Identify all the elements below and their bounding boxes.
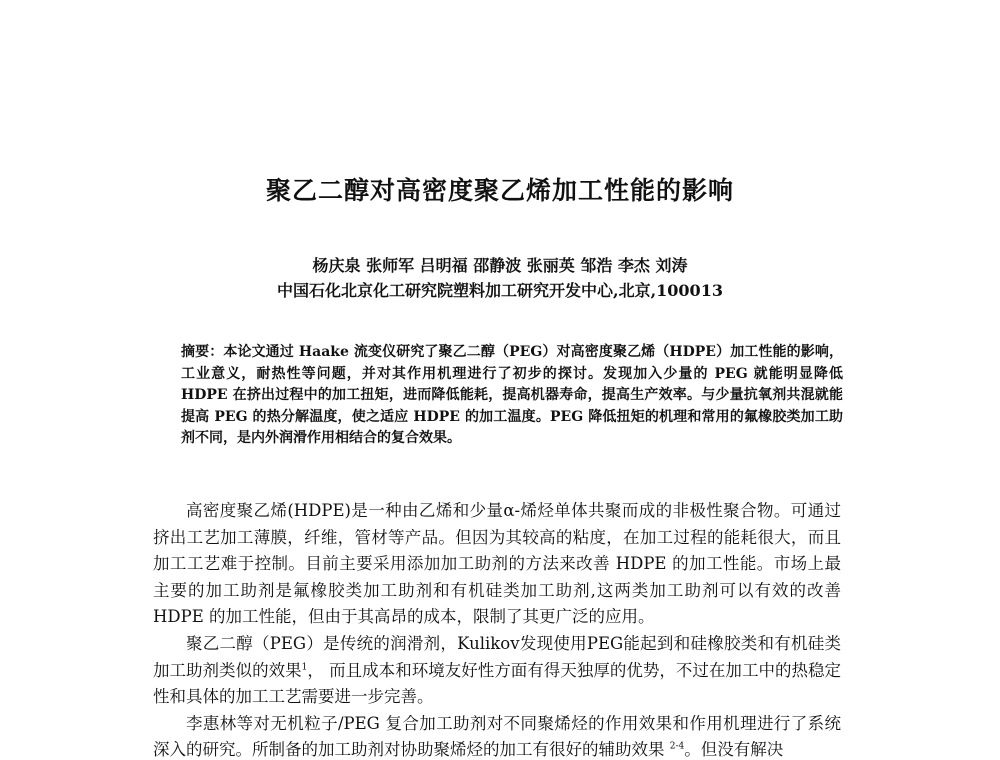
abstract-label: 摘要： [181,344,224,360]
body-paragraph-2-text-b: ， 而且成本和环境友好性方面有得天独厚的优势，不过在加工中的热稳定性和具体的加工工艺需要进一步完善。 [153,660,842,707]
citation-ref-1: 1 [301,662,308,673]
body-text [153,498,841,760]
abstract-paragraph [153,342,843,450]
author-list: 杨庆泉 张师军 吕明福 邵静波 张丽英 邹浩 李杰 刘涛 [312,256,688,275]
paper-title: 聚乙二醇对高密度聚乙烯加工性能的影响 [265,176,734,205]
abstract [153,342,843,450]
citation-ref-2: 2-4 [669,741,685,752]
body-paragraph-2 [153,631,841,711]
body-paragraph-3-text-b: 。但没有解决 [684,740,784,760]
author-affiliation: 中国石化北京化工研究院塑料加工研究开发中心,北京,100013 [277,281,723,300]
body-paragraph-3-text-a: 李惠林等对无机粒子/PEG 复合加工助剂对不同聚烯烃的作用效果和作用机理进行了系统深入的研究。所制备的加工助剂对协助聚烯烃的加工有很好的辅助效果 [153,713,841,760]
body-paragraph-3 [153,711,841,760]
abstract-text: 本论文通过 Haake 流变仪研究了聚乙二醇（PEG）对高密度聚乙烯（HDPE）加工性能的影响，工业意义，耐热性等问题，并对其作用机理进行了初步的探讨。发现加入少量的 PEG 就能明显降低 HDPE 在挤出过程中的加工扭矩，进而降低能耗，提高机器寿命，提高生产效率。与少量抗氧剂共混就能提高 PEG 的热分解温度，使之适应 HDPE 的加工温度。PEG 降低扭矩的机理和常用的氟橡胶类加工助剂不同，是内外润滑作用相结合的复合效果。 [181,344,843,447]
body-paragraph-1: 高密度聚乙烯(HDPE)是一种由乙烯和少量α-烯烃单体共聚而成的非极性聚合物。可通过挤出工艺加工薄膜，纤维，管材等产品。但因为其较高的粘度，在加工过程的能耗很大，而且加工工艺难于控制。目前主要采用添加加工助剂的方法来改善 HDPE 的加工性能。市场上最主要的加工助剂是氟橡胶类加工助剂和有机硅类加工助剂,这两类加工助剂可以有效的改善 HDPE 的加工性能，但由于其高昂的成本，限制了其更广泛的应用。 [153,501,841,627]
body-paragraph-2-text-a: 聚乙二醇（PEG）是传统的润滑剂，Kulikov发现使用PEG能起到和硅橡胶类和有机硅类加工助剂类似的效果 [153,633,841,680]
